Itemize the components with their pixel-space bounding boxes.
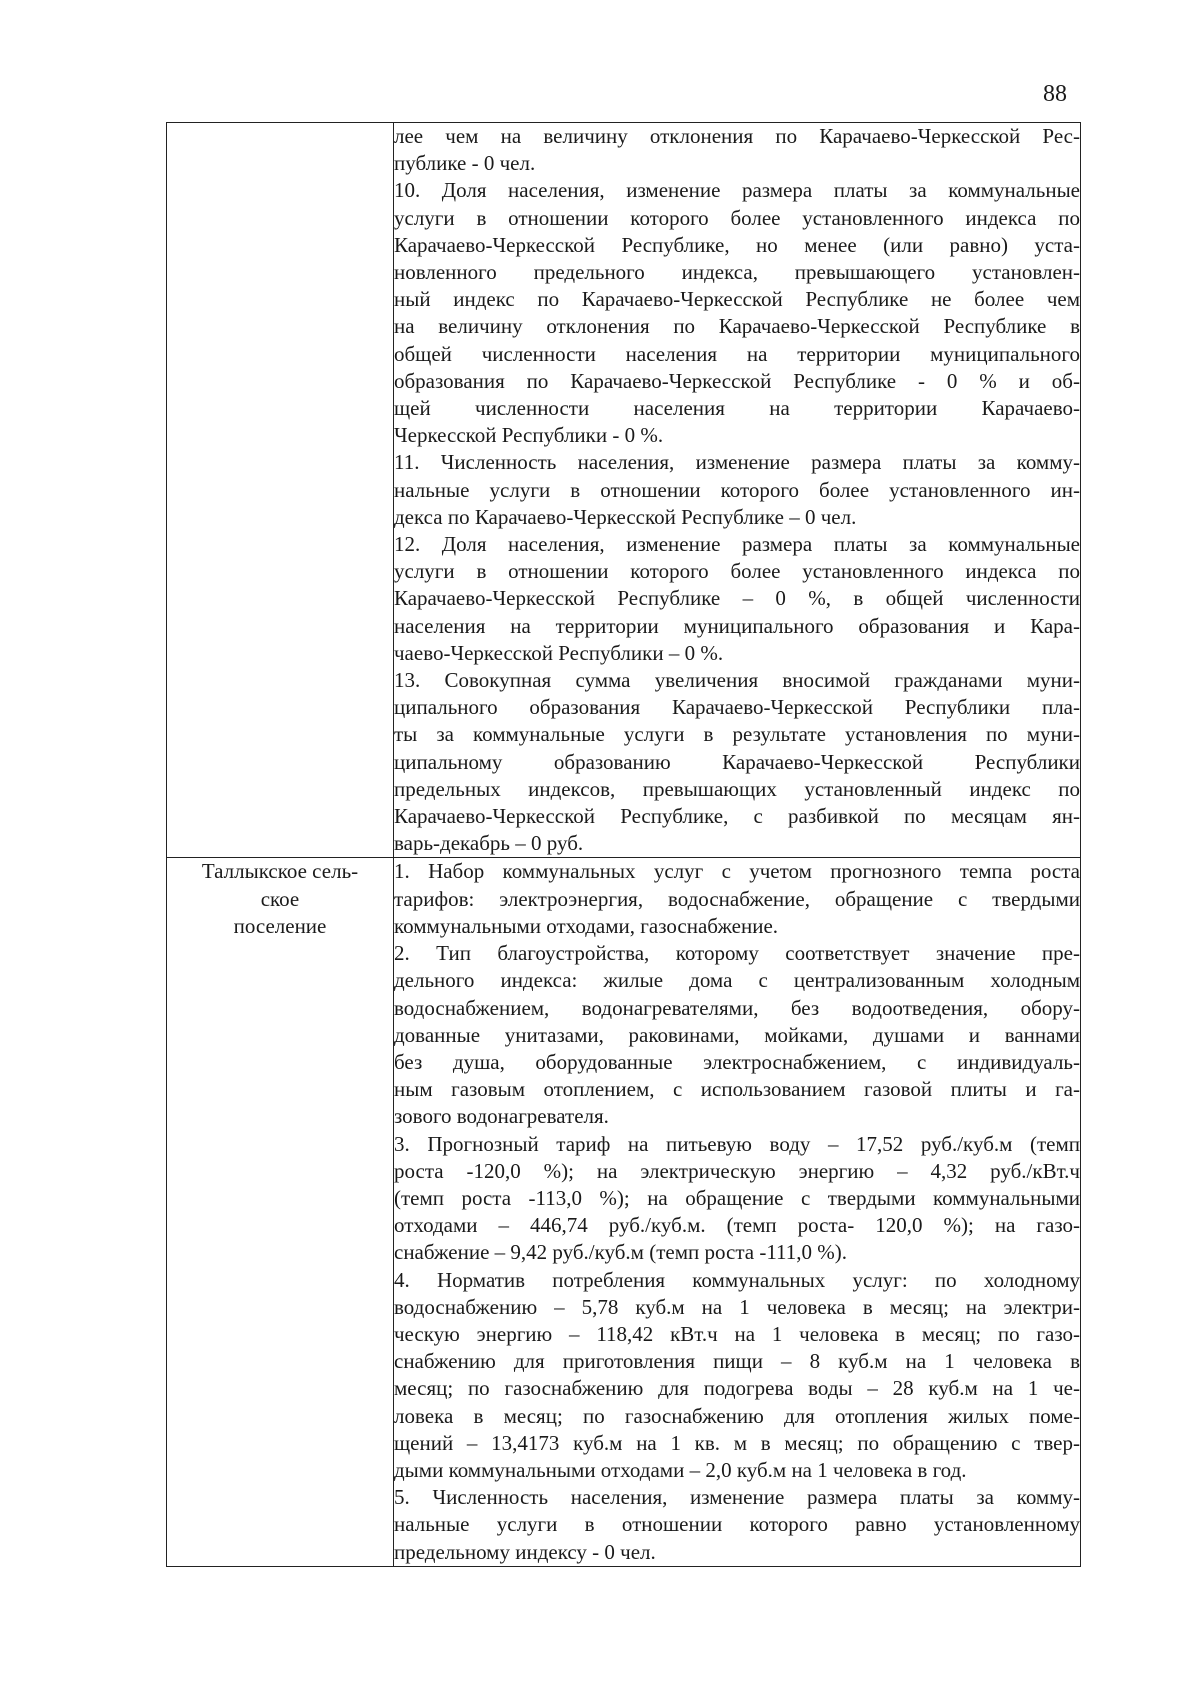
text-line: на величину отклонения по Карачаево-Черкесской Республике в	[394, 314, 1080, 339]
text-line: 4. Норматив потребления коммунальных услуг: по холодному	[394, 1267, 1080, 1292]
text-line: (темп роста -113,0 %); на обращение с твердыми коммунальными	[394, 1185, 1080, 1210]
indicator-paragraph	[394, 177, 1080, 449]
text-line: 13. Совокупная сумма увеличения вносимой гражданами муни-	[394, 668, 1080, 693]
indices-table	[166, 122, 1081, 1567]
settlement-name-line: ское	[260, 886, 300, 911]
text-line: ты за коммунальные услуги в результате установления по муни-	[394, 722, 1080, 747]
text-line: лее чем на величину отклонения по Карачаево-Черкесской Рес-	[394, 124, 1080, 148]
indicator-description-cell	[394, 123, 1081, 858]
text-line: чаево-Черкесской Республики – 0 %.	[394, 640, 724, 665]
text-line: зового водонагревателя.	[394, 1104, 609, 1129]
text-line: ципальному образованию Карачаево-Черкесской Республики	[394, 749, 1080, 774]
text-line: нальные услуги в отношении которого более установленного ин-	[394, 477, 1080, 502]
text-line: дельного индекса: жилые дома с централизованным холодным	[394, 968, 1080, 993]
indicator-paragraph	[394, 1131, 1080, 1267]
text-line: 1. Набор коммунальных услуг с учетом прогнозного темпа роста	[394, 859, 1080, 884]
text-line: дыми коммунальными отходами – 2,0 куб.м на 1 человека в год.	[394, 1457, 967, 1482]
indicator-paragraph	[394, 123, 1080, 177]
settlement-name-cell	[167, 858, 394, 1566]
text-line: без душа, оборудованные электроснабжением, с индивидуаль-	[394, 1049, 1080, 1074]
text-line: щений – 13,4173 куб.м на 1 кв. м в месяц; по обращению с твер-	[394, 1430, 1080, 1455]
text-line: 2. Тип благоустройства, которому соответствует значение пре-	[394, 941, 1080, 966]
text-line: предельных индексов, превышающих установленный индекс по	[394, 776, 1080, 801]
indicator-paragraph	[394, 531, 1080, 667]
text-line: снабжение – 9,42 руб./куб.м (темп роста -111,0 %).	[394, 1240, 847, 1265]
text-line: услуги в отношении которого более установленного индекса по	[394, 205, 1080, 230]
text-line: ципального образования Карачаево-Черкесской Республики пла-	[394, 695, 1080, 720]
page-number: 88	[1043, 81, 1067, 107]
text-line: щей численности населения на территории Карачаево-	[394, 396, 1080, 421]
table-row	[167, 123, 1081, 858]
settlement-name-cell	[167, 123, 394, 858]
text-line: водоснабжению – 5,78 куб.м на 1 человека в месяц; на электри-	[394, 1294, 1080, 1319]
text-line: услуги в отношении которого более установленного индекса по	[394, 559, 1080, 584]
text-line: 10. Доля населения, изменение размера платы за коммунальные	[394, 178, 1080, 203]
text-line: 5. Численность населения, изменение размера платы за комму-	[394, 1485, 1080, 1510]
table-row	[167, 858, 1081, 1566]
text-line: 12. Доля населения, изменение размера платы за коммунальные	[394, 532, 1080, 557]
settlement-name-line: Таллыкское сель-	[201, 859, 359, 884]
text-line: населения на территории муниципального образования и Кара-	[394, 613, 1080, 638]
text-line: образования по Карачаево-Черкесской Республике - 0 % и об-	[394, 368, 1080, 393]
text-line: коммунальными отходами, газоснабжение.	[394, 913, 779, 938]
indicator-paragraph	[394, 1267, 1080, 1485]
text-line: варь-декабрь – 0 руб.	[394, 831, 584, 856]
text-line: месяц; по газоснабжению для подогрева воды – 28 куб.м на 1 че-	[394, 1376, 1080, 1401]
text-line: общей численности населения на территории муниципального	[394, 341, 1080, 366]
text-line: тарифов: электроэнергия, водоснабжение, обращение с твердыми	[394, 886, 1080, 911]
text-line: ловека в месяц; по газоснабжению для отопления жилых поме-	[394, 1403, 1080, 1428]
indicator-paragraph	[394, 940, 1080, 1130]
text-line: новленного предельного индекса, превышающего установлен-	[394, 260, 1080, 285]
text-line: отходами – 446,74 руб./куб.м. (темп роста- 120,0 %); на газо-	[394, 1213, 1080, 1238]
text-line: Карачаево-Черкесской Республике, но менее (или равно) уста-	[394, 232, 1080, 257]
text-line: Карачаево-Черкесской Республике – 0 %, в общей численности	[394, 586, 1080, 611]
text-line: ным газовым отоплением, с использованием газовой плиты и га-	[394, 1077, 1080, 1102]
text-line: Карачаево-Черкесской Республике, с разбивкой по месяцам ян-	[394, 804, 1080, 829]
text-line: предельному индексу - 0 чел.	[394, 1539, 656, 1564]
text-line: 11. Численность населения, изменение размера платы за комму-	[394, 450, 1080, 475]
text-line: дованные унитазами, раковинами, мойками, душами и ваннами	[394, 1022, 1080, 1047]
text-line: Черкесской Республики - 0 %.	[394, 423, 664, 448]
text-line: ческую энергию – 118,42 кВт.ч на 1 человека в месяц; по газо-	[394, 1321, 1080, 1346]
text-line: снабжению для приготовления пищи – 8 куб.м на 1 человека в	[394, 1349, 1080, 1374]
settlement-name-line: поселение	[233, 913, 327, 938]
indicator-description-cell	[394, 858, 1081, 1566]
text-line: публике - 0 чел.	[394, 151, 536, 176]
indicator-paragraph	[394, 667, 1080, 857]
text-line: 3. Прогнозный тариф на питьевую воду – 17,52 руб./куб.м (темп	[394, 1131, 1080, 1156]
text-line: ный индекс по Карачаево-Черкесской Республике не более чем	[394, 287, 1080, 312]
text-line: нальные услуги в отношении которого равно установленному	[394, 1512, 1080, 1537]
text-line: водоснабжением, водонагревателями, без водоотведения, обору-	[394, 995, 1080, 1020]
indicator-paragraph	[394, 449, 1080, 531]
text-line: роста -120,0 %); на электрическую энергию – 4,32 руб./кВт.ч	[394, 1158, 1080, 1183]
indicator-paragraph	[394, 1484, 1080, 1566]
indicator-paragraph	[394, 858, 1080, 940]
text-line: декса по Карачаево-Черкесской Республике – 0 чел.	[394, 504, 857, 529]
